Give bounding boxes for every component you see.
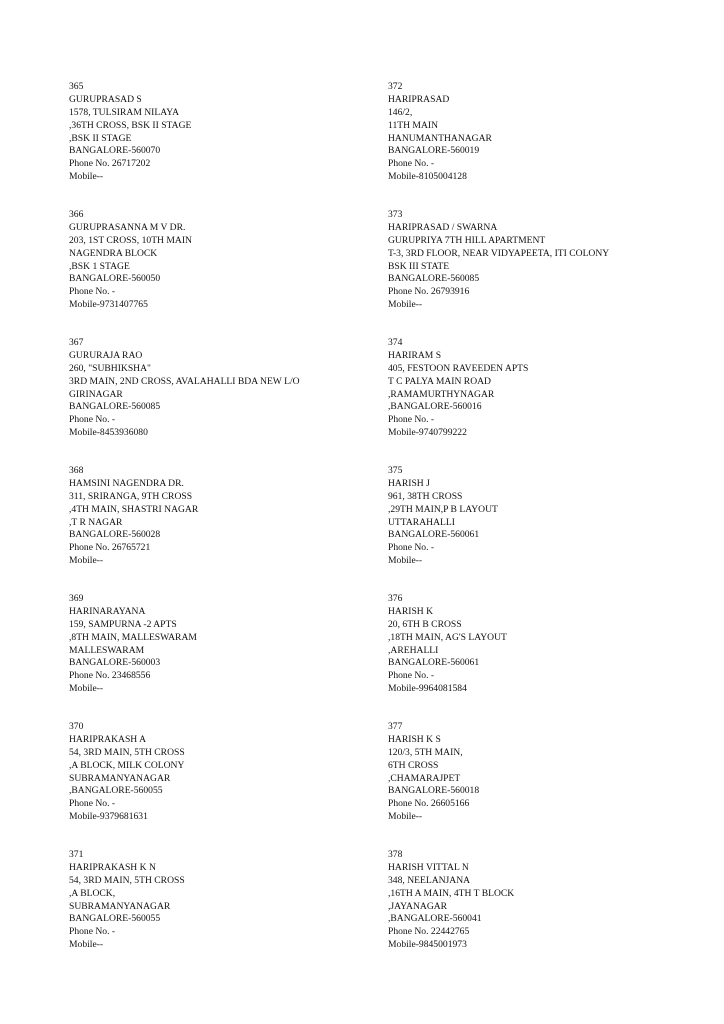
entry-locality: ,T R NAGAR [69,516,123,528]
entry-name: HARISH VITTAL N [388,861,469,873]
entry-number: 377 [388,721,403,732]
entry-city-pin: ,BANGALORE-560041 [388,913,482,925]
entry-address-line: 11TH MAIN [388,119,439,131]
entry-name: HARIPRAKASH A [69,733,147,745]
entry-locality: MALLESWARAM [69,644,145,656]
entry-city-pin: BANGALORE-560050 [69,273,161,285]
right-column [388,81,708,977]
directory-entry [388,337,708,465]
entry-phone: Phone No. 22442765 [388,926,470,938]
entry-locality: ,RAMAMURTHYNAGAR [388,388,495,400]
entry-address-line: ,16TH A MAIN, 4TH T BLOCK [388,887,515,899]
entry-address-line: 159, SAMPURNA -2 APTS [69,618,177,630]
entry-locality: ,AREHALLI [388,644,439,656]
entry-mobile: Mobile-8453936080 [69,427,148,439]
entry-name: GURURAJA RAO [69,349,143,361]
entry-mobile: Mobile-- [388,299,423,311]
entry-locality: ,CHAMARAJPET [388,772,461,784]
entry-address-line: GURUPRIYA 7TH HILL APARTMENT [388,234,546,246]
entry-phone: Phone No. - [388,542,435,554]
entry-phone: Phone No. - [388,670,435,682]
entry-name: HARIRAM S [388,349,442,361]
entry-number: 366 [69,209,84,220]
entry-phone: Phone No. - [388,414,435,426]
entry-name: GURUPRASAD S [69,93,142,105]
entry-number: 365 [69,81,84,92]
entry-address-line: 54, 3RD MAIN, 5TH CROSS [69,746,185,758]
entry-city-pin: ,BANGALORE-560055 [69,785,163,797]
entry-mobile: Mobile-- [388,811,423,823]
entry-address-line: 6TH CROSS [388,759,439,771]
entry-name: GURUPRASANNA M V DR. [69,221,186,233]
entry-mobile: Mobile-9845001973 [388,939,467,951]
directory-entry [69,81,389,209]
entry-mobile: Mobile-- [69,555,104,567]
entry-city-pin: BANGALORE-560019 [388,145,480,157]
entry-city-pin: BANGALORE-560085 [388,273,480,285]
entry-address-line: ,8TH MAIN, MALLESWARAM [69,631,197,643]
entry-mobile: Mobile-9740799222 [388,427,467,439]
entry-name: HARINARAYANA [69,605,146,617]
entry-mobile: Mobile-- [69,939,104,951]
directory-entry [69,337,389,465]
entry-number: 373 [388,209,403,220]
entry-number: 374 [388,337,403,348]
directory-entry [388,465,708,593]
entry-name: HARIPRAKASH K N [69,861,156,873]
entry-phone: Phone No. - [69,798,116,810]
directory-entry [69,465,389,593]
entry-phone: Phone No. - [69,286,116,298]
directory-entry [69,721,389,849]
entry-mobile: Mobile-9964081584 [388,683,467,695]
entry-locality: ,BSK II STAGE [69,132,132,144]
entry-phone: Phone No. - [388,158,435,170]
entry-mobile: Mobile-9379681631 [69,811,148,823]
directory-entry [388,81,708,209]
entry-phone: Phone No. 26717202 [69,158,151,170]
entry-address-line: T-3, 3RD FLOOR, NEAR VIDYAPEETA, ITI COLONY [388,247,610,259]
entry-address-line: 54, 3RD MAIN, 5TH CROSS [69,874,185,886]
entry-locality: SUBRAMANYANAGAR [69,900,171,912]
entry-name: HARISH J [388,477,430,489]
entry-locality: SUBRAMANYANAGAR [69,772,171,784]
entry-city-pin: BANGALORE-560061 [388,529,480,541]
directory-entry [69,849,389,977]
entry-city-pin: BANGALORE-560055 [69,913,161,925]
left-column [69,81,389,977]
entry-phone: Phone No. 26765721 [69,542,151,554]
entry-number: 370 [69,721,84,732]
entry-phone: Phone No. 26793916 [388,286,470,298]
entry-name: HARISH K S [388,733,441,745]
directory-entry [388,849,708,977]
entry-address-line: 3RD MAIN, 2ND CROSS, AVALAHALLI BDA NEW L/O [69,375,300,387]
entry-number: 371 [69,849,84,860]
entry-name: HARISH K [388,605,434,617]
entry-locality: UTTARAHALLI [388,516,455,528]
entry-address-line: 146/2, [388,106,413,118]
entry-mobile: Mobile-9731407765 [69,299,148,311]
entry-city-pin: BANGALORE-560070 [69,145,161,157]
entry-address-line: ,29TH MAIN,P B LAYOUT [388,503,498,515]
entry-locality: BSK III STATE [388,260,450,272]
entry-address-line: 1578, TULSIRAM NILAYA [69,106,180,118]
entry-mobile: Mobile-8105004128 [388,171,467,183]
entry-address-line: 348, NEELANJANA [388,874,471,886]
entry-phone: Phone No. - [69,926,116,938]
entry-city-pin: BANGALORE-560003 [69,657,161,669]
entry-address-line: NAGENDRA BLOCK [69,247,158,259]
entry-address-line: 405, FESTOON RAVEEDEN APTS [388,362,529,374]
entry-mobile: Mobile-- [388,555,423,567]
entry-number: 378 [388,849,403,860]
entry-name: HAMSINI NAGENDRA DR. [69,477,184,489]
directory-entry [388,209,708,337]
directory-entry [69,593,389,721]
entry-number: 372 [388,81,403,92]
entry-address-line: ,A BLOCK, MILK COLONY [69,759,185,771]
entry-address-line: 260, "SUBHIKSHA" [69,362,151,374]
entry-city-pin: ,BANGALORE-560016 [388,401,482,413]
entry-address-line: 961, 38TH CROSS [388,490,463,502]
entry-name: HARIPRASAD / SWARNA [388,221,498,233]
directory-entry [69,209,389,337]
entry-name: HARIPRASAD [388,93,450,105]
entry-locality: HANUMANTHANAGAR [388,132,492,144]
entry-number: 368 [69,465,84,476]
entry-mobile: Mobile-- [69,683,104,695]
entry-address-line: ,36TH CROSS, BSK II STAGE [69,119,192,131]
entry-address-line: 203, 1ST CROSS, 10TH MAIN [69,234,192,246]
entry-address-line: ,A BLOCK, [69,887,116,899]
entry-address-line: T C PALYA MAIN ROAD [388,375,491,387]
entry-address-line: 20, 6TH B CROSS [388,618,462,630]
entry-locality: GIRINAGAR [69,388,123,400]
entry-locality: ,JAYANAGAR [388,900,448,912]
entry-number: 375 [388,465,403,476]
entry-city-pin: BANGALORE-560085 [69,401,161,413]
entry-city-pin: BANGALORE-560018 [388,785,480,797]
entry-address-line: 120/3, 5TH MAIN, [388,746,463,758]
entry-address-line: 311, SRIRANGA, 9TH CROSS [69,490,193,502]
directory-entry [388,721,708,849]
entry-city-pin: BANGALORE-560061 [388,657,480,669]
entry-phone: Phone No. - [69,414,116,426]
entry-phone: Phone No. 26605166 [388,798,470,810]
entry-number: 369 [69,593,84,604]
entry-number: 376 [388,593,403,604]
directory-entry [388,593,708,721]
entry-number: 367 [69,337,84,348]
entry-phone: Phone No. 23468556 [69,670,151,682]
entry-address-line: ,18TH MAIN, AG'S LAYOUT [388,631,507,643]
entry-address-line: ,4TH MAIN, SHASTRI NAGAR [69,503,199,515]
entry-mobile: Mobile-- [69,171,104,183]
entry-city-pin: BANGALORE-560028 [69,529,161,541]
entry-locality: ,BSK 1 STAGE [69,260,130,272]
